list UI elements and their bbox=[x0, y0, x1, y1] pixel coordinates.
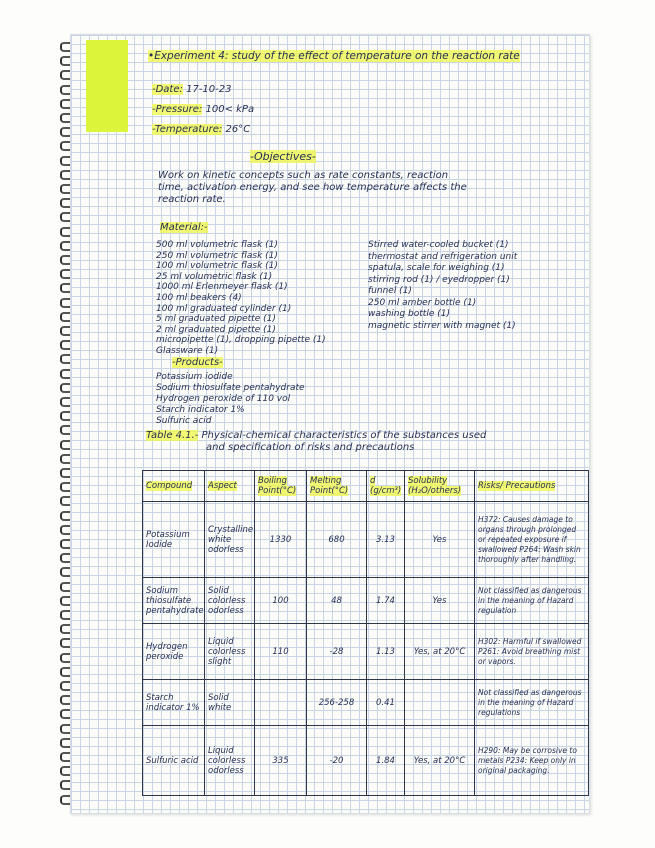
temperature-line: -Temperature: 26°C bbox=[152, 124, 251, 135]
date-line: -Date: 17-10-23 bbox=[152, 84, 232, 95]
material-heading: Material:- bbox=[160, 222, 208, 233]
column-header bbox=[205, 471, 255, 502]
table-row bbox=[143, 578, 589, 624]
table-cell: H290: May be corrosive to metals P234: Keep only in original packaging. bbox=[475, 726, 589, 796]
table-row bbox=[143, 726, 589, 796]
table-cell: Solid white bbox=[205, 680, 255, 726]
list-item: 250 ml volumetric flask (1) bbox=[156, 250, 278, 261]
list-item: Potassium iodide bbox=[156, 372, 233, 382]
list-item: magnetic stirrer with magnet (1) bbox=[368, 320, 516, 331]
table-cell: Liquid colorless slight bbox=[205, 624, 255, 680]
column-header bbox=[143, 471, 205, 502]
table-row bbox=[143, 680, 589, 726]
column-header bbox=[367, 471, 405, 502]
list-item: washing bottle (1) bbox=[368, 309, 450, 319]
table-cell: 100 bbox=[255, 578, 307, 624]
list-item: 2 ml graduated pipette (1) bbox=[156, 324, 276, 335]
list-item: Hydrogen peroxide of 110 vol bbox=[156, 394, 291, 404]
column-header bbox=[255, 471, 307, 502]
substances-table bbox=[142, 470, 589, 796]
column-header-label: d (g/cm³) bbox=[370, 476, 402, 496]
table-cell: 48 bbox=[307, 578, 367, 624]
table-row bbox=[143, 624, 589, 680]
table-cell bbox=[255, 680, 307, 726]
table-cell: H302: Harmful if swallowed P261: Avoid breathing mist or vapors. bbox=[475, 624, 589, 680]
list-item: 100 ml volumetric flask (1) bbox=[156, 261, 278, 272]
objectives-line-2: time, activation energy, and see how temperature affects the bbox=[158, 182, 467, 193]
column-header-label: Solubility (H₂O/others) bbox=[408, 476, 462, 496]
table-cell: Solid colorless odorless bbox=[205, 578, 255, 624]
list-item: Sulfuric acid bbox=[156, 416, 212, 426]
table-row bbox=[143, 502, 589, 578]
list-item: Stirred water-cooled bucket (1) bbox=[368, 240, 509, 250]
list-item: spatula, scale for weighing (1) bbox=[368, 263, 505, 273]
table-cell: Yes, at 20°C bbox=[405, 726, 475, 796]
table-cell: 3.13 bbox=[367, 502, 405, 578]
column-header bbox=[405, 471, 475, 502]
table-cell: 335 bbox=[255, 726, 307, 796]
yellow-tab bbox=[86, 40, 128, 132]
table-cell: 1.13 bbox=[367, 624, 405, 680]
table-cell: Not classified as dangerous in the meaning of Hazard regulations bbox=[475, 680, 589, 726]
column-header-label: Boiling Point(°C) bbox=[258, 476, 297, 496]
list-item: thermostat and refrigeration unit bbox=[368, 251, 518, 262]
table-cell: 1.84 bbox=[367, 726, 405, 796]
table-cell: Sodium thiosulfate pentahydrate bbox=[143, 578, 205, 624]
table-caption-line-2: and specification of risks and precautions bbox=[206, 442, 415, 453]
column-header bbox=[307, 471, 367, 502]
table-cell: H372: Causes damage to organs through prolonged or repeated exposure if swallowed P264: Wash skin thoroughly after handling. bbox=[475, 502, 589, 578]
list-item: Sodium thiosulfate pentahydrate bbox=[156, 383, 305, 393]
experiment-title: •Experiment 4: study of the effect of temperature on the reaction rate bbox=[148, 50, 520, 62]
column-header-label: Aspect bbox=[208, 481, 237, 491]
list-item: 25 ml volumetric flask (1) bbox=[156, 271, 273, 282]
list-item: 5 ml graduated pipette (1) bbox=[156, 314, 276, 325]
table-cell: Yes bbox=[405, 502, 475, 578]
table-cell: 680 bbox=[307, 502, 367, 578]
column-header-label: Risks/ Precautions bbox=[478, 481, 556, 491]
list-item: 1000 ml Erlenmeyer flask (1) bbox=[156, 282, 288, 293]
list-item: funnel (1) bbox=[368, 286, 412, 296]
table-cell: Liquid colorless odorless bbox=[205, 726, 255, 796]
table-cell: Starch indicator 1% bbox=[143, 680, 205, 726]
table-cell: Yes, at 20°C bbox=[405, 624, 475, 680]
list-item: 100 ml beakers (4) bbox=[156, 293, 242, 303]
pressure-line: -Pressure: 100< kPa bbox=[152, 104, 255, 115]
table-header-row bbox=[143, 471, 589, 502]
list-item: micropipette (1), dropping pipette (1) bbox=[156, 335, 326, 346]
table-cell: Hydrogen peroxide bbox=[143, 624, 205, 680]
table-cell: 1330 bbox=[255, 502, 307, 578]
table-cell: 0.41 bbox=[367, 680, 405, 726]
objectives-line-3: reaction rate. bbox=[158, 194, 226, 205]
products-heading: -Products- bbox=[172, 357, 223, 368]
list-item: stirring rod (1) / eyedropper (1) bbox=[368, 274, 510, 285]
objectives-line-1: Work on kinetic concepts such as rate constants, reaction bbox=[158, 170, 449, 181]
table-cell bbox=[405, 680, 475, 726]
table-cell: Sulfuric acid bbox=[143, 726, 205, 796]
table-cell: Yes bbox=[405, 578, 475, 624]
table-cell: Potassium Iodide bbox=[143, 502, 205, 578]
list-item: Glassware (1) bbox=[156, 346, 219, 356]
list-item: 250 ml amber bottle (1) bbox=[368, 297, 477, 308]
table-caption-line-1: Table 4.1.- Physical-chemical characteristics of the substances used bbox=[146, 430, 487, 441]
column-header-label: Melting Point(°C) bbox=[310, 476, 349, 496]
table-cell: 110 bbox=[255, 624, 307, 680]
objectives-heading: -Objectives- bbox=[250, 150, 316, 163]
list-item: 500 ml volumetric flask (1) bbox=[156, 240, 278, 250]
list-item: 100 ml graduated cylinder (1) bbox=[156, 303, 292, 314]
table-cell: 256-258 bbox=[307, 680, 367, 726]
table-cell: -20 bbox=[307, 726, 367, 796]
list-item: Starch indicator 1% bbox=[156, 405, 245, 415]
table-cell: 1.74 bbox=[367, 578, 405, 624]
table-cell: -28 bbox=[307, 624, 367, 680]
column-header-label: Compound bbox=[146, 481, 193, 491]
column-header bbox=[475, 471, 589, 502]
table-cell: Crystalline white odorless bbox=[205, 502, 255, 578]
table-cell: Not classified as dangerous in the meaning of Hazard regulation bbox=[475, 578, 589, 624]
